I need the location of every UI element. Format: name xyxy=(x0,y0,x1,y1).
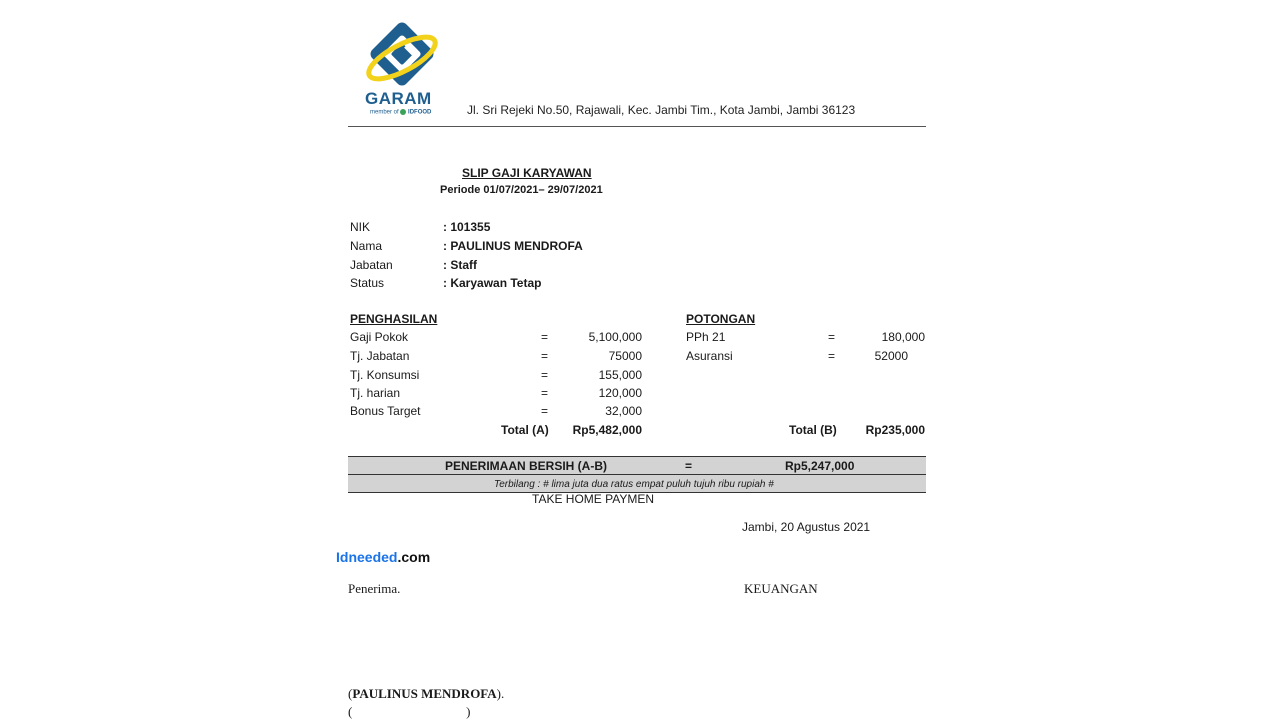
logo-sub-brand: IDFOOD xyxy=(408,109,432,116)
earning-amount-tj-harian: 120,000 xyxy=(598,386,642,400)
deduction-amount-asuransi: 52000 xyxy=(874,349,908,363)
company-address: Jl. Sri Rejeki No.50, Rajawali, Kec. Jambi Tim., Kota Jambi, Jambi 36123 xyxy=(467,103,856,117)
deductions-total-label: Total (B) xyxy=(789,423,837,437)
city-date: Jambi, 20 Agustus 2021 xyxy=(742,520,871,534)
earning-amount-tj-jabatan: 75000 xyxy=(608,349,642,363)
recipient-label: Penerima. xyxy=(348,581,401,596)
info-value-jabatan: : Staff xyxy=(443,258,477,272)
earning-label-tj-konsumsi: Tj. Konsumsi xyxy=(350,368,420,382)
info-label-jabatan: Jabatan xyxy=(350,258,393,272)
info-value-nik: : 101355 xyxy=(443,220,491,234)
idfood-icon xyxy=(400,109,406,115)
info-label-nik: NIK xyxy=(350,220,371,234)
recipient-signature xyxy=(348,686,504,702)
slip-title: SLIP GAJI KARYAWAN xyxy=(462,166,592,180)
logo-subtitle xyxy=(370,109,431,116)
earning-label-tj-jabatan: Tj. Jabatan xyxy=(350,349,410,363)
earning-amount-bonus-target: 32,000 xyxy=(605,404,642,418)
deduction-eq: = xyxy=(828,330,836,344)
info-label-nama: Nama xyxy=(350,239,383,253)
watermark xyxy=(336,549,430,565)
earning-amount-gaji-pokok: 5,100,000 xyxy=(588,330,642,344)
finance-signature-blank: ( ) xyxy=(348,704,471,719)
finance-label: KEUANGAN xyxy=(744,581,818,596)
earnings-total-value: Rp5,482,000 xyxy=(572,423,642,437)
logo-wordmark: GARAM xyxy=(365,89,432,108)
logo-sub-prefix: member of xyxy=(370,109,399,116)
deductions-heading: POTONGAN xyxy=(686,312,756,326)
earning-label-gaji-pokok: Gaji Pokok xyxy=(350,330,409,344)
net-pay-divider xyxy=(348,474,926,475)
net-pay-label: PENERIMAAN BERSIH (A-B) xyxy=(445,459,607,473)
earnings-total-label: Total (A) xyxy=(501,423,549,437)
deduction-eq: = xyxy=(828,349,836,363)
info-value-status: : Karyawan Tetap xyxy=(443,276,542,290)
earning-eq: = xyxy=(541,368,549,382)
earning-label-tj-harian: Tj. harian xyxy=(350,386,401,400)
net-pay-eq: = xyxy=(685,459,693,473)
deduction-amount-pph21: 180,000 xyxy=(881,330,925,344)
deduction-label-pph21: PPh 21 xyxy=(686,330,726,344)
signature-name: PAULINUS MENDROFA xyxy=(352,686,497,701)
earning-eq: = xyxy=(541,404,549,418)
earning-label-bonus-target: Bonus Target xyxy=(350,404,421,418)
header-divider xyxy=(348,126,926,127)
slip-period: Periode 01/07/2021– 29/07/2021 xyxy=(440,184,603,196)
deductions-total-value: Rp235,000 xyxy=(865,423,925,437)
earning-eq: = xyxy=(541,386,549,400)
deduction-label-asuransi: Asuransi xyxy=(686,349,733,363)
info-label-status: Status xyxy=(350,276,385,290)
amount-in-words: Terbilang : # lima juta dua ratus empat puluh tujuh ribu rupiah # xyxy=(494,479,774,490)
signature-close: ). xyxy=(496,686,505,701)
earnings-heading: PENGHASILAN xyxy=(350,312,438,326)
earning-eq: = xyxy=(541,330,549,344)
take-home-pay-label: TAKE HOME PAYMEN xyxy=(532,492,655,506)
watermark-dark: .com xyxy=(397,549,431,565)
earning-amount-tj-konsumsi: 155,000 xyxy=(598,368,642,382)
signature-open: ( xyxy=(348,686,353,701)
net-pay-value: Rp5,247,000 xyxy=(785,459,855,473)
watermark-blue: Idneeded xyxy=(336,549,398,565)
info-value-nama: : PAULINUS MENDROFA xyxy=(443,239,583,253)
earning-eq: = xyxy=(541,349,549,363)
